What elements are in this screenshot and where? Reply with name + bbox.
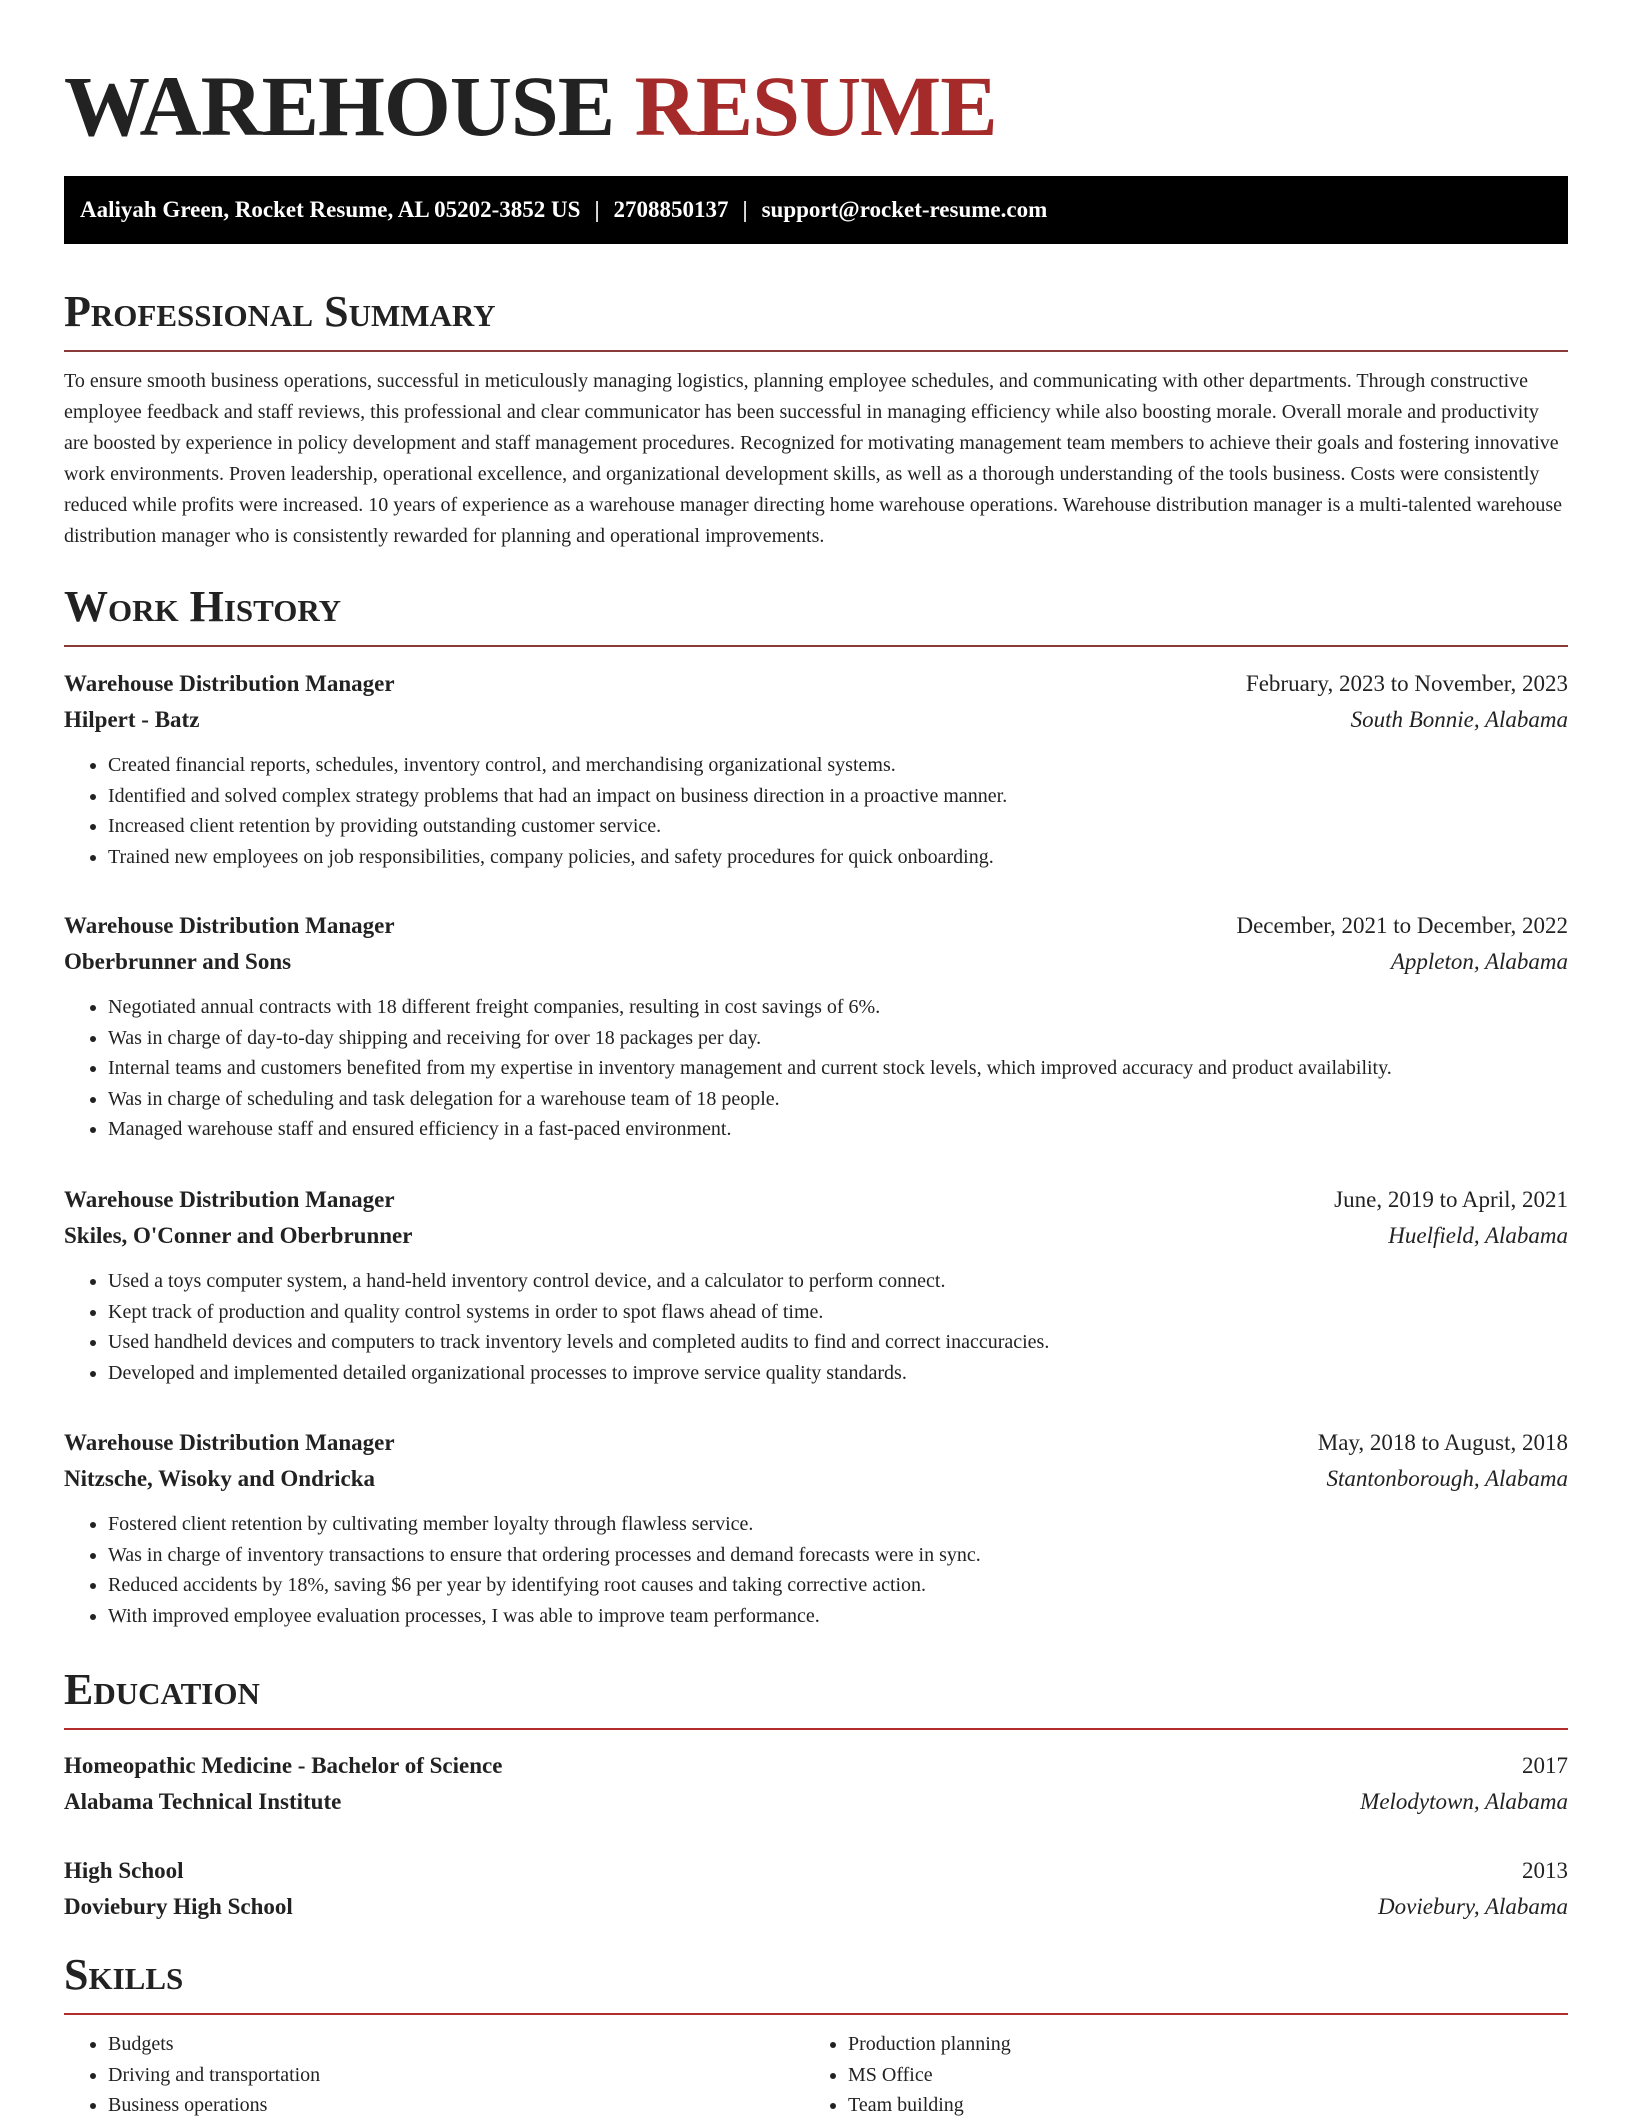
job-company-row	[64, 944, 1568, 980]
education-degree: Homeopathic Medicine - Bachelor of Science	[64, 1753, 503, 1778]
education-section	[64, 1664, 1568, 1730]
contact-email: support@rocket-resume.com	[761, 197, 1048, 222]
job-entry	[64, 908, 1568, 1145]
job-dates: February, 2023 to November, 2023	[1245, 671, 1568, 696]
skills-column-right	[804, 2029, 1544, 2121]
summary-text: To ensure smooth business operations, successful in meticulously managing logistics, planning employee schedules, and communicating with other departments. Through constructive employee feedback and staff reviews, this professional and clear communicator has been successful in managing efficiency while also boosting morale. Overall morale and productivity are boosted by experience in policy development and staff management procedures. Recognized for motivating management team members to achieve their goals and fostering innovative work environments. Proven leadership, operational excellence, and organizational development skills, as well as a thorough understanding of the tools business. Costs were consistently reduced while profits were increased. 10 years of experience as a warehouse manager directing home warehouse operations. Warehouse distribution manager is a multi-talented warehouse distribution manager who is consistently rewarded for planning and operational improvements.	[64, 370, 1562, 547]
skill-item: • Production planning	[848, 2029, 1544, 2060]
education-degree: High School	[64, 1858, 184, 1883]
education-school-row	[64, 1889, 1568, 1925]
list-item: • Was in charge of inventory transactions to ensure that ordering processes and demand forecasts were in sync.	[108, 1540, 1568, 1571]
job-title: Warehouse Distribution Manager	[64, 913, 395, 938]
education-school: Doviebury High School	[64, 1894, 293, 1919]
list-item: • Increased client retention by providing outstanding customer service.	[108, 811, 1568, 842]
job-dates: May, 2018 to August, 2018	[1317, 1430, 1568, 1455]
skill-item: • Driving and transportation	[108, 2060, 804, 2091]
list-item: • Used a toys computer system, a hand-held inventory control device, and a calculator to perform connect.	[108, 1266, 1568, 1297]
job-company: Oberbrunner and Sons	[64, 949, 292, 974]
job-company: Skiles, O'Conner and Oberbrunner	[64, 1223, 413, 1248]
job-header-row	[64, 908, 1568, 944]
skills-list	[64, 2029, 1568, 2121]
education-school: Alabama Technical Institute	[64, 1789, 342, 1814]
section-title-skills: Skills	[64, 1950, 184, 1999]
list-item: • Managed warehouse staff and ensured efficiency in a fast-paced environment.	[108, 1114, 1568, 1145]
section-title-work-history: Work History	[64, 582, 342, 631]
skills-section	[64, 1949, 1568, 2121]
section-divider	[64, 645, 1568, 647]
job-company: Hilpert - Batz	[64, 707, 200, 732]
contact-separator: |	[594, 197, 600, 222]
work-history-section	[64, 581, 1568, 647]
list-item: • Reduced accidents by 18%, saving $6 per year by identifying root causes and taking corrective action.	[108, 1570, 1568, 1601]
education-location: Melodytown, Alabama	[1360, 1789, 1568, 1814]
job-header-row	[64, 666, 1568, 702]
contact-bar	[64, 176, 1568, 244]
list-item: • Created financial reports, schedules, inventory control, and merchandising organizational systems.	[108, 750, 1568, 781]
education-degree-row	[64, 1853, 1568, 1889]
summary-section	[64, 286, 1568, 552]
job-company-row	[64, 702, 1568, 738]
title-main: WAREHOUSE	[64, 58, 615, 154]
education-entry	[64, 1853, 1568, 1925]
education-degree-row	[64, 1748, 1568, 1784]
job-title: Warehouse Distribution Manager	[64, 671, 395, 696]
education-entry	[64, 1748, 1568, 1820]
job-header-row	[64, 1425, 1568, 1461]
job-entry	[64, 666, 1568, 872]
job-location: Huelfield, Alabama	[1388, 1223, 1568, 1248]
job-bullets	[64, 750, 1568, 872]
list-item: • Was in charge of day-to-day shipping and receiving for over 18 packages per day.	[108, 1023, 1568, 1054]
list-item: • Fostered client retention by cultivating member loyalty through flawless service.	[108, 1509, 1568, 1540]
skill-item: • Team building	[848, 2090, 1544, 2121]
skill-item: • Budgets	[108, 2029, 804, 2060]
education-school-row	[64, 1784, 1568, 1820]
list-item: • Used handheld devices and computers to track inventory levels and completed audits to find and correct inaccuracies.	[108, 1327, 1568, 1358]
list-item: • Identified and solved complex strategy problems that had an impact on business direction in a proactive manner.	[108, 781, 1568, 812]
skills-bullets	[804, 2029, 1544, 2121]
list-item: • Trained new employees on job responsibilities, company policies, and safety procedures for quick onboarding.	[108, 842, 1568, 873]
skills-column-left	[64, 2029, 804, 2121]
job-location: South Bonnie, Alabama	[1350, 707, 1568, 732]
title-accent: RESUME	[634, 58, 997, 154]
list-item: • Internal teams and customers benefited from my expertise in inventory management and current stock levels, which improved accuracy and product availability.	[108, 1053, 1568, 1084]
job-header-row	[64, 1182, 1568, 1218]
list-item: • Kept track of production and quality control systems in order to spot flaws ahead of time.	[108, 1297, 1568, 1328]
job-company: Nitzsche, Wisoky and Ondricka	[64, 1466, 375, 1491]
list-item: • With improved employee evaluation processes, I was able to improve team performance.	[108, 1601, 1568, 1632]
resume-title	[64, 0, 1568, 160]
contact-phone: 2708850137	[613, 197, 729, 222]
contact-address: Aaliyah Green, Rocket Resume, AL 05202-3852 US	[80, 197, 581, 222]
section-divider	[64, 2013, 1568, 2015]
skill-item: • MS Office	[848, 2060, 1544, 2091]
job-entry	[64, 1425, 1568, 1631]
section-divider	[64, 1728, 1568, 1730]
section-title-summary: Professional Summary	[64, 287, 496, 336]
section-divider	[64, 350, 1568, 352]
section-title-education: Education	[64, 1665, 260, 1714]
education-year: 2017	[1522, 1753, 1568, 1778]
job-company-row	[64, 1218, 1568, 1254]
skills-bullets	[64, 2029, 804, 2121]
job-location: Appleton, Alabama	[1390, 949, 1568, 974]
job-bullets	[64, 992, 1568, 1145]
education-location: Doviebury, Alabama	[1378, 1894, 1568, 1919]
job-dates: December, 2021 to December, 2022	[1236, 913, 1568, 938]
job-title: Warehouse Distribution Manager	[64, 1187, 395, 1212]
skill-item: • Business operations	[108, 2090, 804, 2121]
contact-separator: |	[742, 197, 748, 222]
list-item: • Developed and implemented detailed organizational processes to improve service quality standards.	[108, 1358, 1568, 1389]
list-item: • Was in charge of scheduling and task delegation for a warehouse team of 18 people.	[108, 1084, 1568, 1115]
list-item: • Negotiated annual contracts with 18 different freight companies, resulting in cost savings of 6%.	[108, 992, 1568, 1023]
job-title: Warehouse Distribution Manager	[64, 1430, 395, 1455]
job-bullets	[64, 1266, 1568, 1388]
job-dates: June, 2019 to April, 2021	[1334, 1187, 1568, 1212]
job-company-row	[64, 1461, 1568, 1497]
job-bullets	[64, 1509, 1568, 1631]
job-location: Stantonborough, Alabama	[1326, 1466, 1568, 1491]
education-year: 2013	[1522, 1858, 1568, 1883]
job-entry	[64, 1182, 1568, 1388]
